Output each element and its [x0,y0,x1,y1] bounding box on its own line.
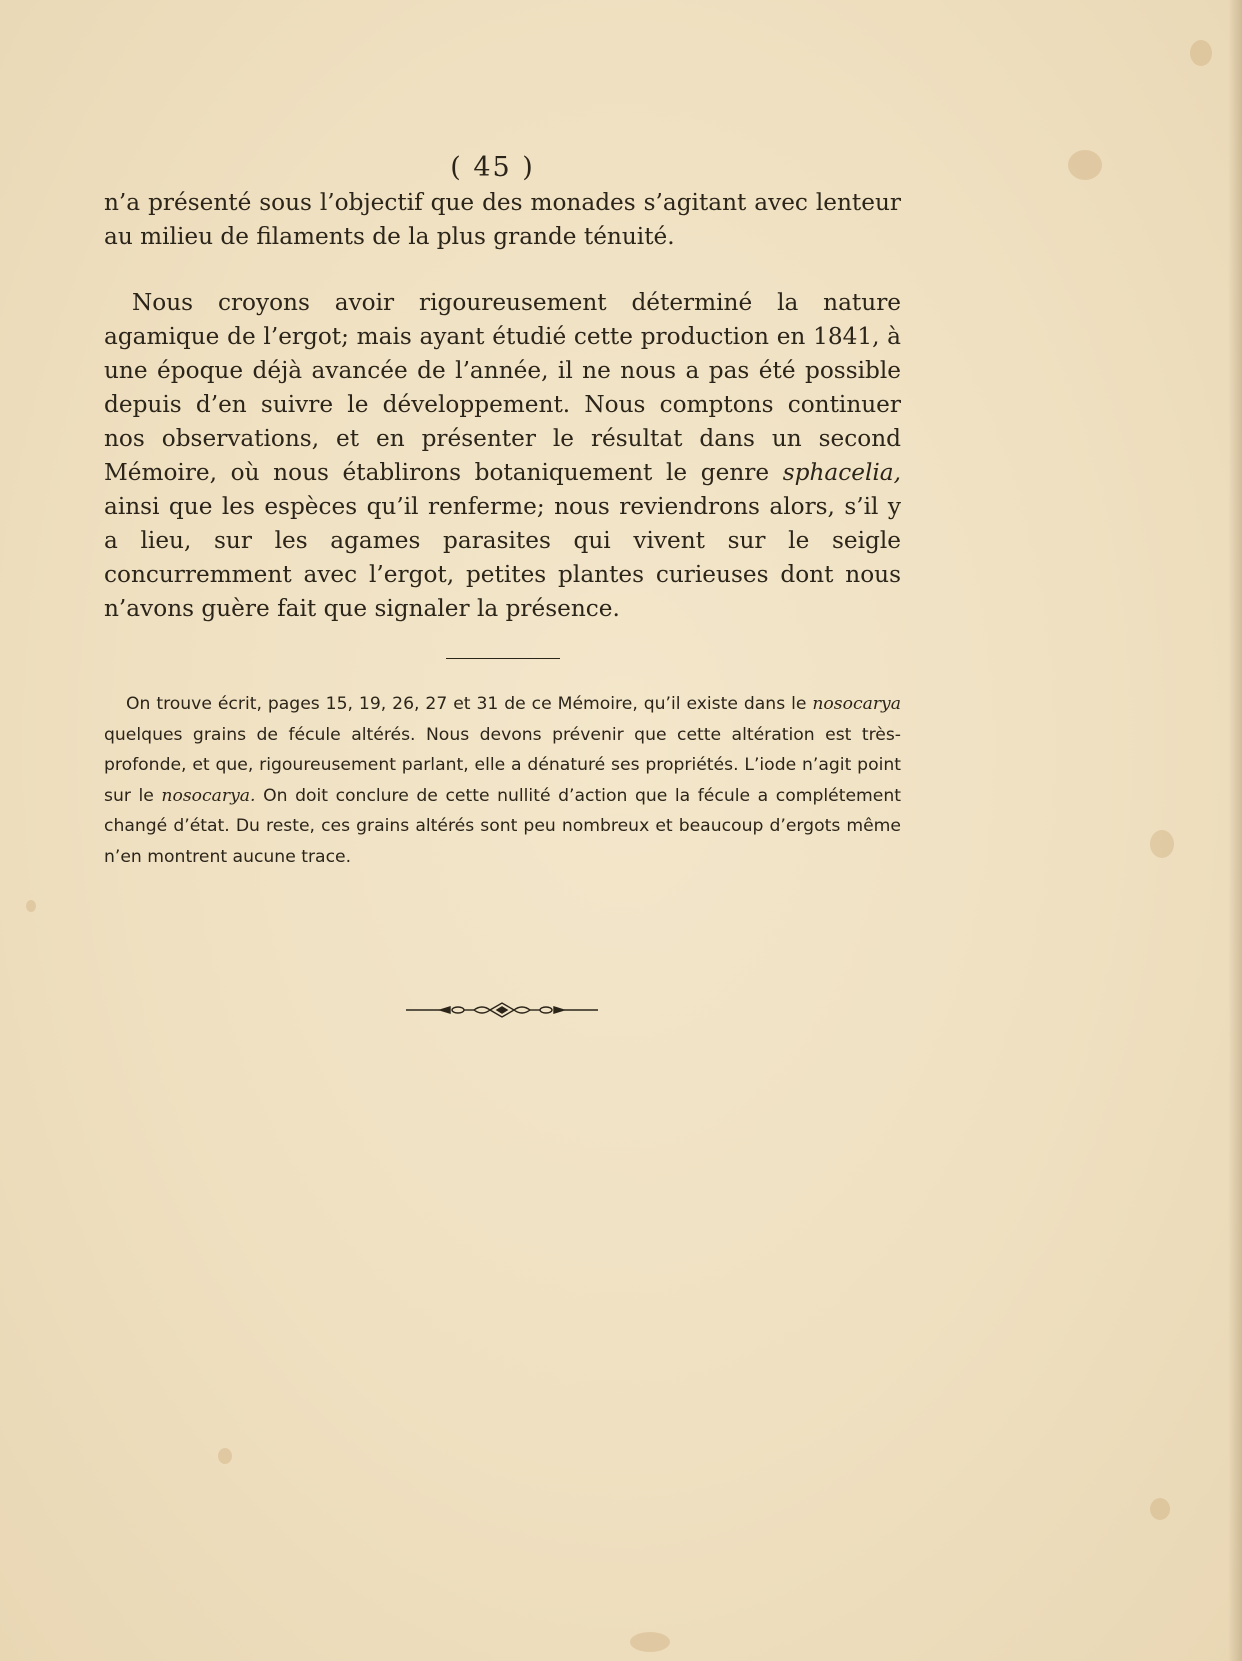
footnote-text: On doit conclure de cette nullité d’action que la fécule a complétement changé d’état. Du reste, ces grains altérés sont peu nombreux et beaucoup d’ergots même n’en montrent aucune trace. [104,785,901,867]
foxing-spot [1068,150,1102,180]
paragraph-text: ainsi que les espèces qu’il renferme; nous reviendrons alors, s’il y a lieu, sur les agames parasites qui vivent sur le seigle concurremment avec l’ergot, petites plantes curieuses dont nous n’avons guère fait que signaler la présence. [104,493,901,622]
italic-term: nosocarya [812,694,901,714]
section-divider-rule [446,658,560,659]
foxing-spot [1190,40,1212,66]
page-number: ( 45 ) [450,152,535,183]
footnote-text: quelques grains de fécule altérés. Nous devons prévenir que cette altération est très-profonde, et que, rigoureusement parlant, elle a dénaturé ses propriétés. L’iode n’agit point sur le [104,724,901,806]
foxing-spot [218,1448,232,1464]
foxing-spot [26,900,36,912]
paragraph-continuation: n’a présenté sous l’objectif que des monades s’agitant avec lenteur au milieu de filaments de la plus grande ténuité. [104,189,901,250]
foxing-spot [1150,1498,1170,1520]
footnote [104,689,901,872]
italic-term: nosocarya. [161,785,256,806]
italic-genus-name: sphacelia, [782,459,901,486]
end-ornament-icon [404,998,600,1022]
foxing-spot [630,1632,670,1652]
paragraph-conclusion [104,286,901,626]
page-edge-shadow [1228,0,1242,1661]
footnote-text: On trouve écrit, pages 15, 19, 26, 27 et 31 de ce Mémoire, qu’il existe dans le [126,694,813,714]
paragraph-text: Nous croyons avoir rigoureusement déterminé la nature agamique de l’ergot; mais ayant étudié cette production en 1841, à une époque déjà avancée de l’année, il ne nous a pas été possible depuis d’en suivre le développement. Nous comptons continuer nos observations, et en présenter le résultat dans un second Mémoire, où nous établirons botaniquement le genre [104,289,901,486]
text-block [104,150,901,889]
foxing-spot [1150,830,1174,858]
